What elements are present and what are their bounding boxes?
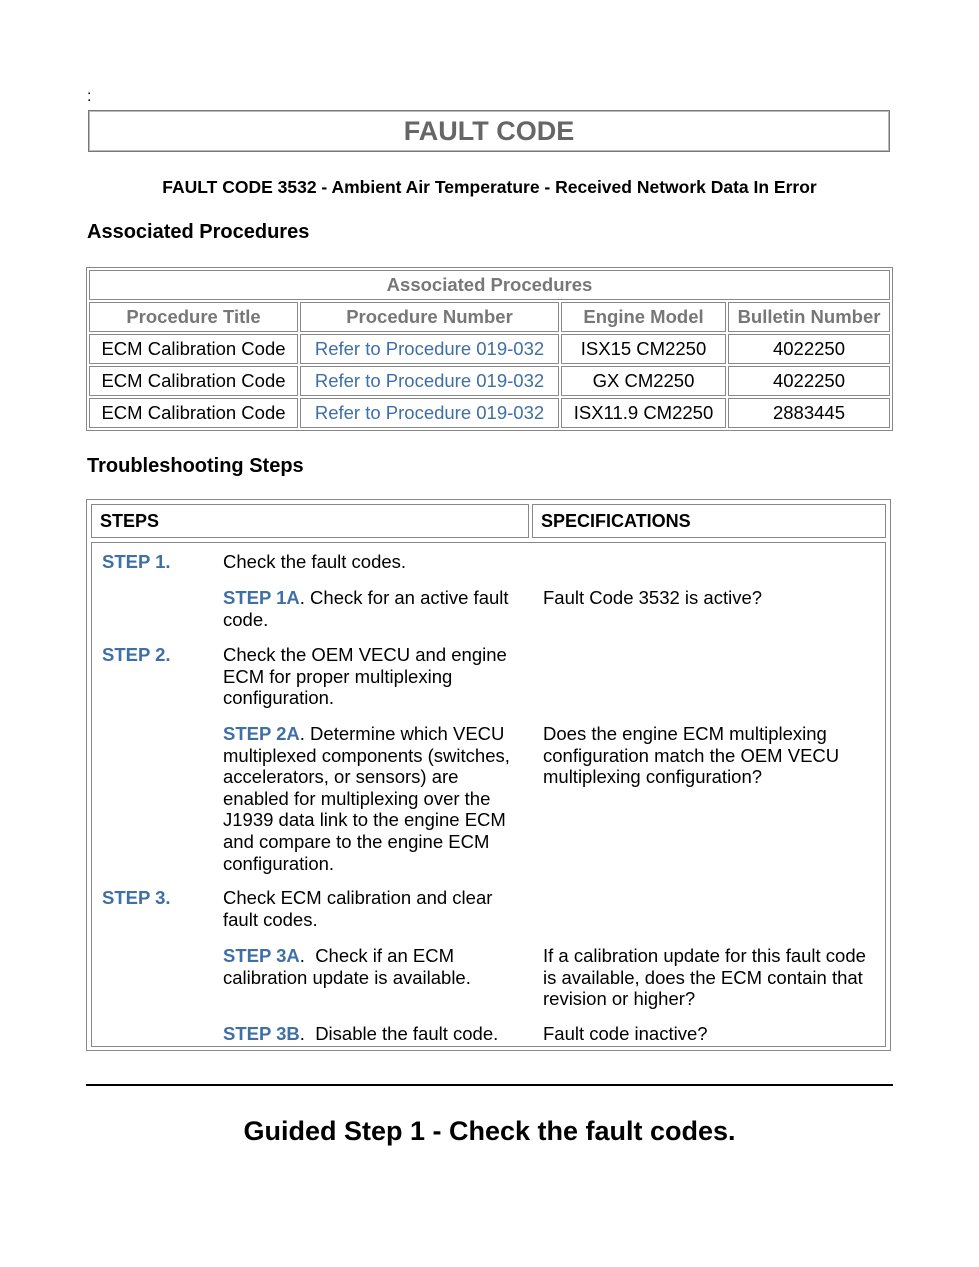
step-3b-text: . Disable the fault code.	[299, 1023, 499, 1044]
engine-model-cell: GX CM2250	[561, 366, 726, 396]
engine-model-cell: ISX15 CM2250	[561, 334, 726, 364]
step-3b-link[interactable]: STEP 3B	[223, 1023, 300, 1044]
table-row	[89, 398, 890, 428]
guided-step-title: Guided Step 1 - Check the fault codes.	[243, 1116, 736, 1146]
engine-model-cell: ISX11.9 CM2250	[561, 398, 726, 428]
step-2a-block	[223, 723, 528, 874]
page-colon: :	[87, 88, 92, 105]
procedure-number-link[interactable]: Refer to Procedure 019-032	[300, 398, 559, 428]
step-1a-block	[223, 587, 528, 630]
step-2a-text: . Determine which VECU multiplexed components (switches, accelerators, or sensors) are enabled for multiplexing over the J1939 data link to the engine ECM and compare to the engine ECM configuration.	[223, 723, 510, 874]
step-1a-spec: Fault Code 3532 is active?	[543, 587, 763, 608]
table-caption: Associated Procedures	[89, 270, 890, 300]
step-1-text: Check the fault codes.	[223, 551, 407, 572]
fault-code-banner	[88, 110, 890, 152]
step-3-link[interactable]: STEP 3.	[102, 887, 171, 908]
table-row	[89, 334, 890, 364]
procedure-title-cell: ECM Calibration Code	[89, 334, 298, 364]
bulletin-number-cell: 2883445	[728, 398, 890, 428]
step-3a-spec: If a calibration update for this fault code is available, does the ECM contain that revision or higher?	[543, 945, 866, 1010]
step-2a-spec: Does the engine ECM multiplexing configuration match the OEM VECU multiplexing configuration?	[543, 723, 840, 788]
steps-column-header: STEPS	[91, 504, 529, 538]
column-header-procedure-number: Procedure Number	[300, 302, 559, 332]
column-header-bulletin-number: Bulletin Number	[728, 302, 890, 332]
steps-body	[91, 542, 886, 1047]
associated-procedures-heading: Associated Procedures	[87, 221, 310, 243]
associated-procedures-table	[86, 267, 893, 431]
step-3a-text: . Check if an ECM calibration update is available.	[223, 945, 471, 988]
procedure-title-cell: ECM Calibration Code	[89, 398, 298, 428]
section-divider	[86, 1084, 893, 1086]
troubleshooting-steps-heading: Troubleshooting Steps	[87, 455, 304, 477]
specifications-column-header: SPECIFICATIONS	[532, 504, 886, 538]
step-1a-text: . Check for an active fault code.	[223, 587, 509, 630]
table-header-row	[89, 302, 890, 332]
step-3-text: Check ECM calibration and clear fault codes.	[223, 887, 493, 930]
step-2a-link[interactable]: STEP 2A	[223, 723, 300, 744]
table-caption-row	[89, 270, 890, 300]
step-1-link[interactable]: STEP 1.	[102, 551, 171, 572]
bulletin-number-cell: 4022250	[728, 366, 890, 396]
column-header-procedure-title: Procedure Title	[89, 302, 298, 332]
step-2-link[interactable]: STEP 2.	[102, 644, 171, 665]
fault-code-title: FAULT CODE	[403, 115, 575, 146]
fault-code-subtitle: FAULT CODE 3532 - Ambient Air Temperature - Received Network Data In Error	[162, 177, 817, 197]
step-1a-link[interactable]: STEP 1A	[223, 587, 300, 608]
step-2-text: Check the OEM VECU and engine ECM for proper multiplexing configuration.	[223, 644, 507, 709]
bulletin-number-cell: 4022250	[728, 334, 890, 364]
procedure-title-cell: ECM Calibration Code	[89, 366, 298, 396]
step-3a-link[interactable]: STEP 3A	[223, 945, 300, 966]
procedure-number-link[interactable]: Refer to Procedure 019-032	[300, 366, 559, 396]
step-3b-spec: Fault code inactive?	[543, 1023, 708, 1044]
troubleshooting-table	[86, 499, 891, 1051]
step-3a-block	[223, 945, 528, 988]
procedure-number-link[interactable]: Refer to Procedure 019-032	[300, 334, 559, 364]
table-row	[89, 366, 890, 396]
column-header-engine-model: Engine Model	[561, 302, 726, 332]
step-3b-block	[223, 1023, 543, 1045]
